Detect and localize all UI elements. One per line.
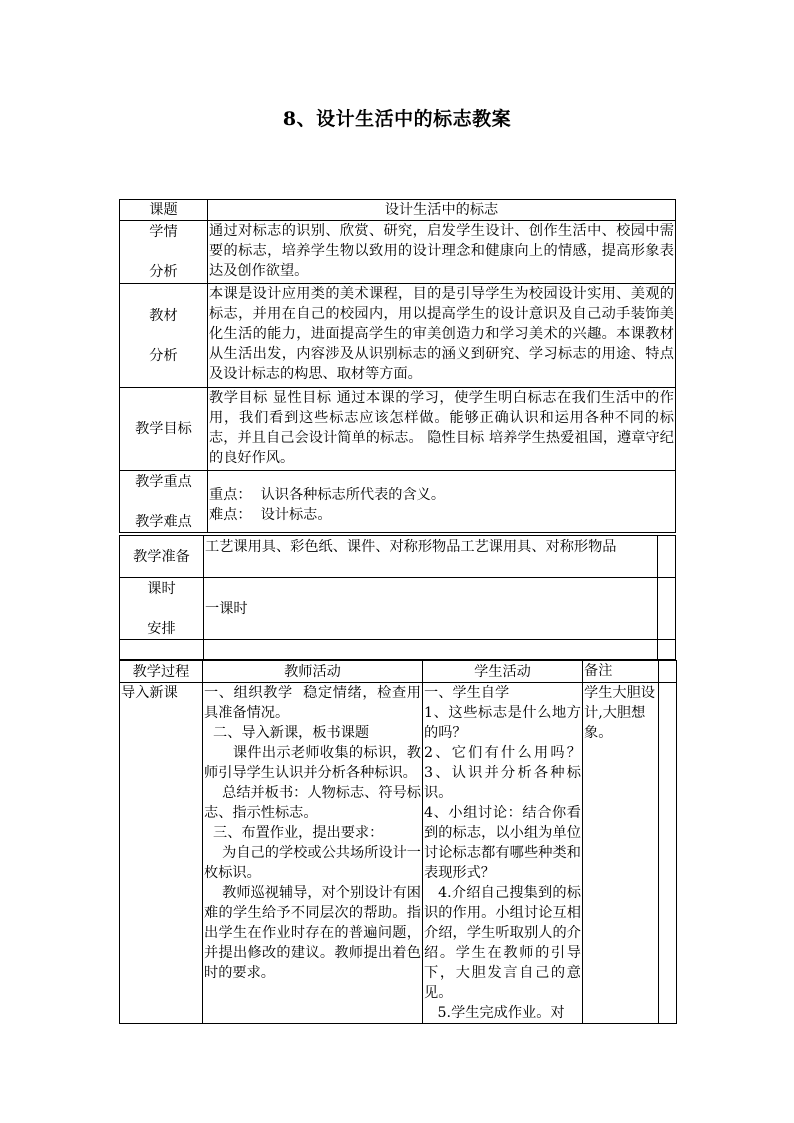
topic-row — [120, 200, 676, 221]
student-line: 1、这些标志是什么地方的吗？ — [424, 705, 581, 741]
hours-row — [120, 578, 676, 640]
situation-row — [120, 221, 676, 284]
material-text: 本课是设计应用类的美术课程，目的是引导学生为校园设计实用、美观的标志，并用在自己的校园内，用以提高学生的设计意识及自己动手装饰美化生活的能力，进面提高学生的审美创造力和学习美术的兴趣。本课教材从生活出发，内容涉及从识别标志的涵义到研究、学习标志的用途、特点及设计标志的构思、取材等方面。 — [208, 284, 676, 388]
blank-cell-1 — [120, 640, 204, 660]
material-label-line1: 教材 — [149, 307, 178, 324]
prep-text: 工艺课用具、彩色纸、课件、对称形物品工艺课用具、对称形物品 — [204, 536, 658, 578]
situation-label-line2: 分析 — [149, 264, 178, 280]
key-label-line1: 教学重点 — [135, 473, 192, 490]
page-title: 8、设计生活中的标志教案 — [282, 108, 512, 130]
info-table — [119, 199, 676, 533]
difficulty-text: 难点： 设计标志。 — [209, 506, 332, 523]
student-line: 2、它们有什么用吗？3、认识并分析各种标识。 — [424, 745, 581, 801]
prep-label: 教学准备 — [120, 536, 204, 578]
key-row — [120, 471, 676, 533]
topic-value: 设计生活中的标志 — [208, 200, 676, 221]
student-line: 4.介绍自己搜集到的标识的作用。小组讨论互相介绍，学生听取别人的介绍。学生在教师的引导下，大胆发言自己的意见。 — [424, 885, 581, 1001]
hours-extra-cell — [658, 578, 676, 640]
key-point-text: 重点： 认识各种标志所代表的含义。 — [209, 486, 446, 503]
hours-label-line1: 课时 — [147, 580, 176, 597]
body-extra-cell — [659, 683, 677, 1024]
situation-label-line1: 学情 — [149, 224, 178, 240]
process-header-row — [120, 661, 677, 683]
material-row — [120, 284, 676, 388]
hours-text: 一课时 — [204, 578, 658, 640]
student-line: 5.学生完成作业。对 — [424, 1005, 565, 1021]
header-remark: 备注 — [583, 661, 659, 683]
goal-text: 教学目标 显性目标 通过本课的学习，使学生明白标志在我们生活中的作用，我们看到这些标志应该怎样做。能够正确认识和运用各种不同的标志，并且自己会设计简单的标志。 隐性目标 培养学生热爱祖国，遵章守纪的良好作风。 — [208, 388, 676, 471]
goal-row — [120, 388, 676, 471]
header-extra — [659, 661, 677, 683]
key-cell — [208, 471, 676, 533]
blank-row — [120, 640, 676, 660]
teacher-line: 二、导入新课，板书课题 — [204, 725, 370, 741]
prep-extra-cell — [658, 536, 676, 578]
material-label — [120, 284, 208, 388]
teacher-line: 课件出示老师收集的标识，教师引导学生认识并分析各种标识。 — [204, 745, 421, 781]
prep-row — [120, 536, 676, 578]
topic-label: 课题 — [120, 200, 208, 221]
student-line: 4、小组讨论：结合你看到的标志，以小组为单位讨论标志都有哪些种类和表现形式？ — [424, 805, 581, 881]
situation-text: 通过对标志的识别、欣赏、研究，启发学生设计、创作生活中、校园中需要的标志，培养学生物以致用的设计理念和健康向上的情感，提高形象表达及创作欲望。 — [208, 221, 676, 284]
blank-cell-2 — [204, 640, 658, 660]
student-line: 一、学生自学 — [424, 685, 510, 701]
header-teacher: 教师活动 — [203, 661, 423, 683]
header-student: 学生活动 — [423, 661, 583, 683]
student-activity — [423, 683, 583, 1024]
teacher-line: 为自己的学校或公共场所设计一枚标识。 — [204, 845, 421, 881]
material-label-line2: 分析 — [149, 347, 178, 364]
process-table — [119, 660, 677, 1024]
teacher-activity — [203, 683, 423, 1024]
header-stage: 教学过程 — [120, 661, 203, 683]
hours-label — [120, 578, 204, 640]
stage-cell: 导入新课 — [120, 683, 203, 1024]
goal-label: 教学目标 — [120, 388, 208, 471]
teacher-line: 一、组织教学 稳定情绪，检查用具准备情况。 — [204, 685, 421, 721]
blank-cell-3 — [658, 640, 676, 660]
teacher-line: 三、布置作业，提出要求： — [204, 825, 384, 841]
prep-table — [119, 535, 676, 660]
situation-label — [120, 221, 208, 284]
process-body-row — [120, 683, 677, 1024]
teacher-line: 教师巡视辅导，对个别设计有困难的学生给予不同层次的帮助。指出学生在作业时存在的普遍问题，并提出修改的建议。教师提出着色时的要求。 — [204, 885, 421, 981]
teacher-line: 总结并板书：人物标志、符号标志、指示性标志。 — [204, 785, 421, 821]
hours-label-line2: 安排 — [147, 620, 176, 637]
key-label-line2: 教学难点 — [135, 513, 192, 530]
key-label — [120, 471, 208, 533]
remark-cell: 学生大胆设计,大胆想象。 — [583, 683, 659, 1024]
